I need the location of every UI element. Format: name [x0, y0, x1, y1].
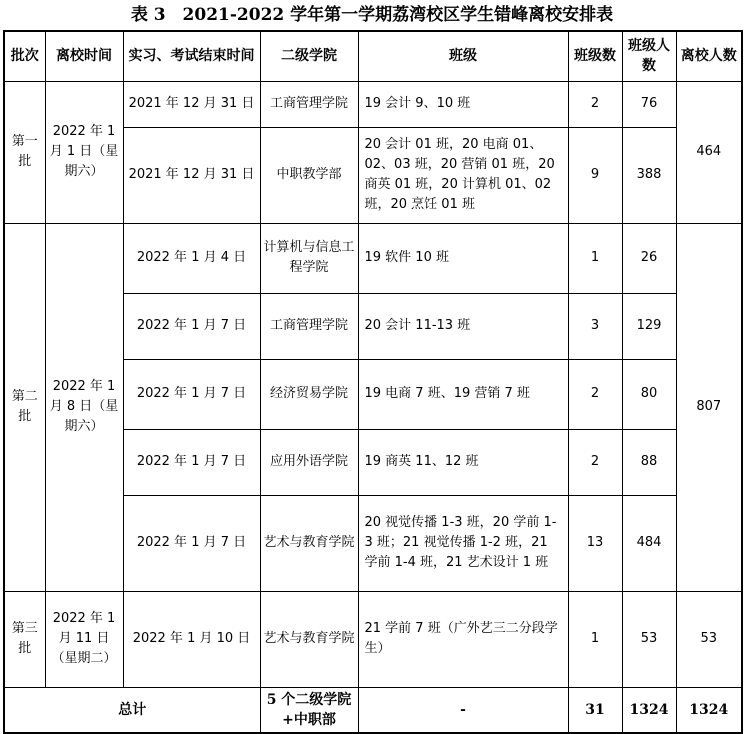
table-row — [4, 223, 742, 293]
end-time: 2022 年 1 月 4 日 — [123, 223, 260, 293]
end-time: 2022 年 1 月 7 日 — [123, 495, 260, 591]
class-list: 19 会计 9、10 班 — [358, 81, 568, 127]
class-people: 53 — [622, 591, 676, 687]
header-end-time: 实习、考试结束时间 — [123, 31, 260, 81]
leave-time: 2022 年 1 月 11 日（星期二） — [45, 591, 123, 687]
class-list: 21 学前 7 班（广外艺三二分段学生） — [358, 591, 568, 687]
header-class-count: 班级数 — [568, 31, 622, 81]
header-college: 二级学院 — [260, 31, 358, 81]
college: 艺术与教育学院 — [260, 495, 358, 591]
class-list: 20 会计 01 班，20 电商 01、02、03 班，20 营销 01 班，20 商英 01 班，20 计算机 01、02 班，20 烹饪 01 班 — [358, 127, 568, 223]
leave-people: 53 — [676, 591, 742, 687]
table-row — [4, 81, 742, 127]
batch-name: 第二批 — [4, 223, 45, 591]
class-people: 484 — [622, 495, 676, 591]
class-list: 20 会计 11-13 班 — [358, 293, 568, 359]
class-people: 388 — [622, 127, 676, 223]
class-count: 2 — [568, 81, 622, 127]
class-people: 26 — [622, 223, 676, 293]
class-count: 2 — [568, 359, 622, 429]
class-count: 13 — [568, 495, 622, 591]
header-row — [4, 31, 742, 81]
class-list: 20 视觉传播 1-3 班，20 学前 1-3 班；21 视觉传播 1-2 班，21 学前 1-4 班，21 艺术设计 1 班 — [358, 495, 568, 591]
leave-schedule-table — [3, 30, 743, 734]
total-leave-people: 1324 — [676, 687, 742, 733]
class-count: 1 — [568, 223, 622, 293]
end-time: 2021 年 12 月 31 日 — [123, 81, 260, 127]
leave-people: 807 — [676, 223, 742, 591]
class-list: 19 电商 7 班、19 营销 7 班 — [358, 359, 568, 429]
header-leave-time: 离校时间 — [45, 31, 123, 81]
class-count: 2 — [568, 429, 622, 495]
college: 中职教学部 — [260, 127, 358, 223]
header-class: 班级 — [358, 31, 568, 81]
class-count: 1 — [568, 591, 622, 687]
class-people: 76 — [622, 81, 676, 127]
header-class-people: 班级人数 — [622, 31, 676, 81]
table-title: 表 3 2021-2022 学年第一学期荔湾校区学生错峰离校安排表 — [130, 5, 614, 25]
total-class: - — [358, 687, 568, 733]
leave-people: 464 — [676, 81, 742, 223]
table-row — [4, 591, 742, 687]
class-people: 88 — [622, 429, 676, 495]
class-list: 19 软件 10 班 — [358, 223, 568, 293]
total-class-count: 31 — [568, 687, 622, 733]
college: 工商管理学院 — [260, 81, 358, 127]
class-list: 19 商英 11、12 班 — [358, 429, 568, 495]
class-people: 129 — [622, 293, 676, 359]
end-time: 2021 年 12 月 31 日 — [123, 127, 260, 223]
end-time: 2022 年 1 月 7 日 — [123, 359, 260, 429]
college: 应用外语学院 — [260, 429, 358, 495]
total-college: 5 个二级学院+中职部 — [260, 687, 358, 733]
end-time: 2022 年 1 月 7 日 — [123, 429, 260, 495]
batch-name: 第一批 — [4, 81, 45, 223]
total-label: 总计 — [4, 687, 260, 733]
total-row — [4, 687, 742, 733]
leave-time: 2022 年 1 月 8 日（星期六） — [45, 223, 123, 591]
class-count: 9 — [568, 127, 622, 223]
college: 经济贸易学院 — [260, 359, 358, 429]
class-people: 80 — [622, 359, 676, 429]
college: 计算机与信息工程学院 — [260, 223, 358, 293]
header-batch: 批次 — [4, 31, 45, 81]
end-time: 2022 年 1 月 10 日 — [123, 591, 260, 687]
batch-name: 第三批 — [4, 591, 45, 687]
leave-time: 2022 年 1 月 1 日（星期六） — [45, 81, 123, 223]
college: 艺术与教育学院 — [260, 591, 358, 687]
class-count: 3 — [568, 293, 622, 359]
header-leave-people: 离校人数 — [676, 31, 742, 81]
end-time: 2022 年 1 月 7 日 — [123, 293, 260, 359]
college: 工商管理学院 — [260, 293, 358, 359]
total-class-people: 1324 — [622, 687, 676, 733]
